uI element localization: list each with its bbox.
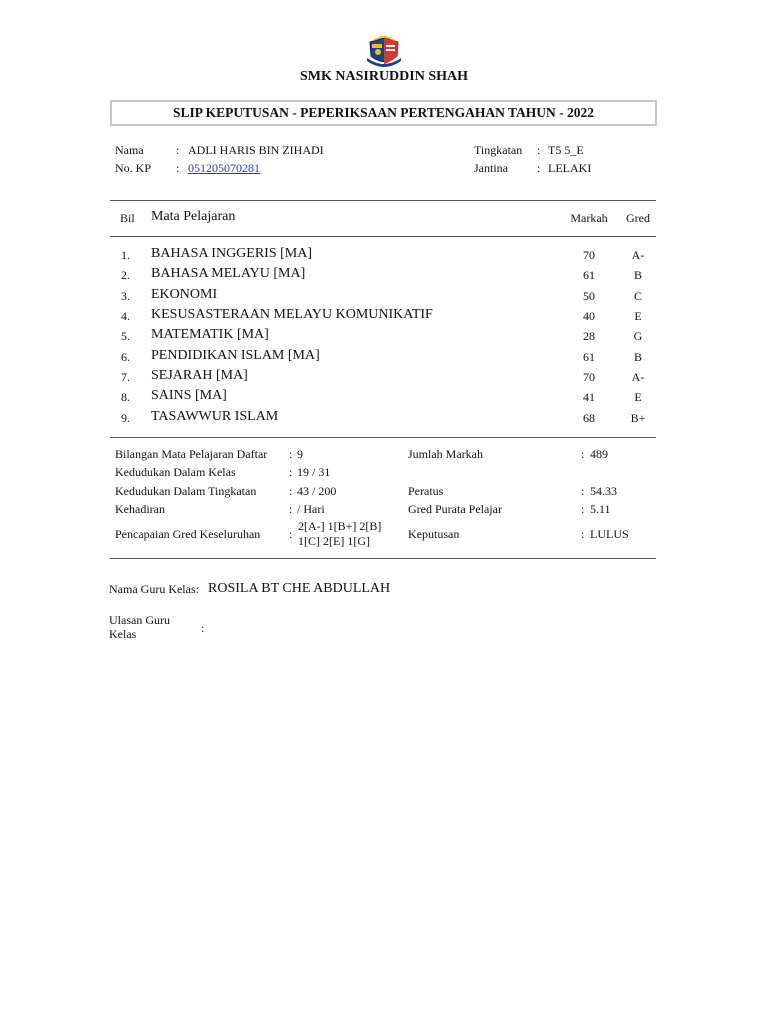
row-gred: E [634, 390, 642, 404]
row-subject: BAHASA MELAYU [MA] [151, 266, 306, 281]
gred-purata-colon: : [581, 502, 585, 516]
row-bil: 7. [121, 370, 130, 384]
row-gred: B [633, 268, 642, 282]
jumlah-label: Jumlah Markah [408, 447, 483, 461]
bilangan-value: 9 [297, 447, 303, 461]
divider-table-bottom [110, 437, 656, 438]
kp-colon: : [176, 161, 180, 175]
pencapaian-value-line2: 1[C] 2[E] 1[G] [298, 534, 370, 548]
kedudukan-kelas-label: Kedudukan Dalam Kelas [115, 465, 236, 479]
peratus-label: Peratus [408, 484, 444, 498]
row-bil: 4. [121, 309, 130, 323]
ulasan-colon: : [201, 621, 205, 635]
kedudukan-tingkatan-colon: : [289, 484, 293, 498]
tingkatan-value: T5 5_E [548, 143, 584, 157]
row-subject: BAHASA INGGERIS [MA] [151, 246, 313, 261]
row-subject: SAINS [MA] [151, 388, 227, 403]
row-gred: B+ [630, 411, 646, 425]
peratus-colon: : [581, 484, 585, 498]
kedudukan-kelas-value: 19 / 31 [297, 465, 331, 479]
kedudukan-kelas-colon: : [289, 465, 293, 479]
row-bil: 8. [121, 390, 130, 404]
ulasan-label-line2: Kelas [109, 627, 137, 641]
peratus-value: 54.33 [590, 484, 617, 498]
header-markah: Markah [570, 211, 608, 225]
divider-summary-bottom [110, 558, 656, 559]
keputusan-value: LULUS [590, 527, 629, 541]
divider-header [110, 236, 656, 237]
pencapaian-label: Pencapaian Gred Keseluruhan [115, 527, 261, 541]
bilangan-label: Bilangan Mata Pelajaran Daftar [115, 447, 268, 461]
kp-value-link[interactable]: 051205070281 [188, 161, 260, 175]
row-markah: 41 [583, 390, 595, 404]
name-value: ADLI HARIS BIN ZIHADI [188, 143, 324, 157]
row-subject: MATEMATIK [MA] [151, 327, 269, 342]
jumlah-colon: : [581, 447, 585, 461]
row-gred: A- [631, 370, 645, 384]
row-subject: SEJARAH [MA] [151, 368, 248, 383]
row-bil: 5. [121, 329, 130, 343]
row-subject: KESUSASTERAAN MELAYU KOMUNIKATIF [151, 307, 433, 322]
school-crest-logo [366, 36, 402, 68]
row-subject: EKONOMI [151, 287, 218, 302]
pencapaian-colon: : [289, 527, 293, 541]
gred-purata-label: Gred Purata Pelajar [408, 502, 502, 516]
jantina-label: Jantina [474, 161, 508, 175]
kehadiran-colon: : [289, 502, 293, 516]
header-bil: Bil [120, 211, 135, 225]
kedudukan-tingkatan-value: 43 / 200 [297, 484, 337, 498]
row-bil: 6. [121, 350, 130, 364]
row-gred: C [633, 289, 642, 303]
row-bil: 3. [121, 289, 130, 303]
header-subject: Mata Pelajaran [151, 209, 236, 224]
gred-purata-value: 5.11 [590, 502, 611, 516]
slip-title: SLIP KEPUTUSAN - PEPERIKSAAN PERTENGAHAN TAHUN - 2022 [173, 105, 594, 120]
guru-nama-label: Nama Guru Kelas: [109, 582, 199, 596]
kedudukan-tingkatan-label: Kedudukan Dalam Tingkatan [115, 484, 257, 498]
row-gred: G [633, 329, 643, 343]
kehadiran-value: / Hari [297, 502, 325, 516]
row-gred: A- [631, 248, 645, 262]
row-bil: 1. [121, 248, 130, 262]
row-subject: PENDIDIKAN ISLAM [MA] [151, 348, 320, 363]
jantina-value: LELAKI [548, 161, 592, 175]
divider-top [110, 200, 656, 201]
kp-label: No. KP [115, 161, 152, 175]
row-markah: 61 [583, 268, 595, 282]
name-label: Nama [115, 143, 144, 157]
row-subject: TASAWWUR ISLAM [151, 409, 279, 424]
row-markah: 61 [583, 350, 595, 364]
row-bil: 9. [121, 411, 130, 425]
kehadiran-label: Kehadiran [115, 502, 165, 516]
name-colon: : [176, 143, 180, 157]
row-gred: B [633, 350, 642, 364]
tingkatan-colon: : [537, 143, 541, 157]
bilangan-colon: : [289, 447, 293, 461]
jumlah-value: 489 [590, 447, 608, 461]
row-markah: 68 [583, 411, 595, 425]
row-markah: 70 [583, 370, 595, 384]
row-markah: 70 [583, 248, 595, 262]
keputusan-label: Keputusan [408, 527, 460, 541]
slip-title-box [110, 100, 657, 126]
header-gred: Gred [626, 211, 650, 225]
guru-nama-value: ROSILA BT CHE ABDULLAH [208, 581, 391, 596]
row-gred: E [634, 309, 642, 323]
keputusan-colon: : [581, 527, 585, 541]
jantina-colon: : [537, 161, 541, 175]
pencapaian-value-line1: 2[A-] 1[B+] 2[B] [298, 519, 382, 533]
row-markah: 40 [583, 309, 595, 323]
row-bil: 2. [121, 268, 130, 282]
row-markah: 50 [583, 289, 595, 303]
ulasan-label-line1: Ulasan Guru [109, 613, 170, 627]
row-markah: 28 [583, 329, 595, 343]
school-name: SMK NASIRUDDIN SHAH [299, 69, 469, 84]
tingkatan-label: Tingkatan [474, 143, 523, 157]
